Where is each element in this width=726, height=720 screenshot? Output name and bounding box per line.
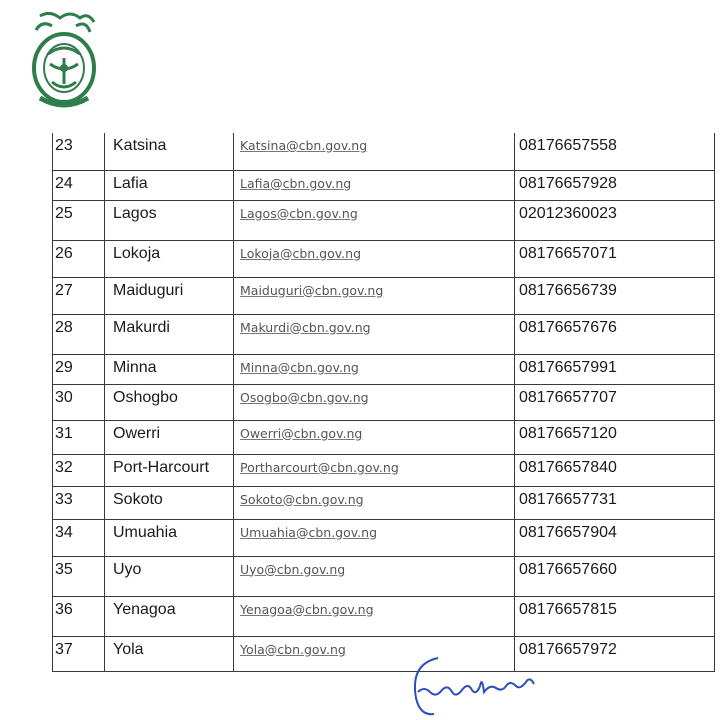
branch-phone: 08176657972 (519, 640, 617, 658)
branch-name-cell (105, 636, 234, 671)
branch-phone-cell (515, 454, 715, 486)
table-row (53, 486, 715, 519)
row-number-cell (53, 420, 105, 454)
table-row (53, 636, 715, 671)
branch-name: Sokoto (113, 490, 163, 508)
branch-phone-cell (515, 200, 715, 240)
row-number: 23 (55, 137, 73, 154)
branch-phone: 08176657904 (519, 523, 617, 541)
branch-email-cell (234, 240, 515, 277)
branch-phone: 08176657815 (519, 600, 617, 618)
row-number-cell (53, 170, 105, 200)
branch-name: Umuahia (113, 523, 178, 541)
branch-phone: 08176657928 (519, 174, 617, 192)
row-number: 27 (55, 281, 73, 299)
branch-name: Yenagoa (113, 600, 176, 618)
branch-phone-cell (515, 240, 715, 277)
table-row (53, 240, 715, 277)
branch-email[interactable]: Yola@cbn.gov.ng (240, 641, 346, 657)
branch-email-cell (234, 454, 515, 486)
branch-email[interactable]: Lokoja@cbn.gov.ng (240, 245, 362, 261)
table-row (53, 277, 715, 314)
row-number-cell (53, 486, 105, 519)
branch-phone: 02012360023 (519, 204, 617, 222)
row-number-cell (53, 133, 105, 170)
branch-phone-cell (515, 170, 715, 200)
branch-name: Lafia (113, 174, 148, 192)
table-row (53, 354, 715, 384)
branch-phone-cell (515, 519, 715, 556)
branch-name: Owerri (113, 424, 161, 442)
row-number: 24 (55, 174, 73, 192)
row-number: 37 (55, 640, 73, 658)
branch-email[interactable]: Sokoto@cbn.gov.ng (240, 491, 364, 507)
branch-email[interactable]: Owerri@cbn.gov.ng (240, 425, 363, 441)
branch-name: Katsina (113, 137, 167, 154)
table-row (53, 454, 715, 486)
row-number: 25 (55, 204, 73, 222)
branch-name-cell (105, 277, 234, 314)
branch-phone: 08176657071 (519, 244, 617, 262)
branch-name-cell (105, 596, 234, 636)
branch-email-cell (234, 519, 515, 556)
signature-icon (408, 652, 578, 720)
branch-phone-cell (515, 596, 715, 636)
branch-phone-cell (515, 314, 715, 354)
branch-email-cell (234, 277, 515, 314)
row-number: 33 (55, 490, 73, 508)
branch-email[interactable]: Portharcourt@cbn.gov.ng (240, 459, 399, 475)
branch-name-cell (105, 519, 234, 556)
branch-email[interactable]: Makurdi@cbn.gov.ng (240, 319, 371, 335)
branch-name-cell (105, 133, 234, 170)
branch-name-cell (105, 556, 234, 596)
branch-name: Lokoja (113, 244, 161, 262)
branch-name: Port-Harcourt (113, 458, 210, 476)
branch-phone-cell (515, 133, 715, 170)
row-number-cell (53, 354, 105, 384)
branch-email-cell (234, 556, 515, 596)
branch-phone: 08176657707 (519, 388, 617, 406)
row-number-cell (53, 596, 105, 636)
row-number: 35 (55, 560, 73, 578)
branch-phone-cell (515, 420, 715, 454)
branch-email-cell (234, 420, 515, 454)
cbn-logo-icon (18, 6, 110, 116)
branch-phone-cell (515, 354, 715, 384)
row-number: 30 (55, 388, 73, 406)
row-number: 36 (55, 600, 73, 618)
row-number: 29 (55, 358, 73, 376)
branch-email[interactable]: Minna@cbn.gov.ng (240, 359, 359, 375)
branch-email[interactable]: Lagos@cbn.gov.ng (240, 205, 358, 221)
branch-name: Yola (113, 640, 144, 658)
branch-phone: 08176657676 (519, 318, 617, 336)
branch-name: Lagos (113, 204, 157, 222)
branch-phone-cell (515, 277, 715, 314)
row-number-cell (53, 454, 105, 486)
branch-email[interactable]: Katsina@cbn.gov.ng (240, 138, 368, 153)
branch-email[interactable]: Lafia@cbn.gov.ng (240, 175, 352, 191)
branch-name: Uyo (113, 560, 142, 578)
row-number: 28 (55, 318, 73, 336)
row-number-cell (53, 384, 105, 420)
branch-name-cell (105, 354, 234, 384)
branch-phone-cell (515, 384, 715, 420)
row-number-cell (53, 200, 105, 240)
branch-name: Oshogbo (113, 388, 178, 406)
branch-phone: 08176657731 (519, 490, 617, 508)
branch-email[interactable]: Maiduguri@cbn.gov.ng (240, 282, 384, 298)
table-row (53, 200, 715, 240)
row-number: 34 (55, 523, 73, 541)
branch-name: Maiduguri (113, 281, 184, 299)
row-number-cell (53, 556, 105, 596)
branch-phone: 08176656739 (519, 281, 617, 299)
branch-phone: 08176657558 (519, 137, 617, 154)
branch-email-cell (234, 170, 515, 200)
table-row (53, 384, 715, 420)
branch-email-cell (234, 596, 515, 636)
branch-name-cell (105, 454, 234, 486)
table-row (53, 519, 715, 556)
table-row (53, 420, 715, 454)
row-number: 32 (55, 458, 73, 476)
row-number-cell (53, 240, 105, 277)
row-number-cell (53, 636, 105, 671)
branch-phone: 08176657991 (519, 358, 617, 376)
table-row (53, 596, 715, 636)
branch-name-cell (105, 314, 234, 354)
branch-phone: 08176657840 (519, 458, 617, 476)
branch-name-cell (105, 170, 234, 200)
branch-email-cell (234, 200, 515, 240)
branch-name-cell (105, 420, 234, 454)
table-row (53, 170, 715, 200)
branch-email-cell (234, 384, 515, 420)
branch-name-cell (105, 486, 234, 519)
row-number: 31 (55, 424, 73, 442)
table-row (53, 556, 715, 596)
row-number: 26 (55, 244, 73, 262)
branch-phone: 08176657660 (519, 560, 617, 578)
branch-email[interactable]: Yenagoa@cbn.gov.ng (240, 601, 374, 617)
branch-email[interactable]: Osogbo@cbn.gov.ng (240, 389, 369, 405)
branch-name: Minna (113, 358, 157, 376)
branch-name-cell (105, 240, 234, 277)
branch-name-cell (105, 384, 234, 420)
branch-contacts-table (52, 133, 715, 672)
row-number-cell (53, 277, 105, 314)
branch-name-cell (105, 200, 234, 240)
branch-phone-cell (515, 556, 715, 596)
branch-email[interactable]: Umuahia@cbn.gov.ng (240, 524, 378, 540)
branch-phone: 08176657120 (519, 424, 617, 442)
branch-name: Makurdi (113, 318, 170, 336)
branch-email[interactable]: Uyo@cbn.gov.ng (240, 561, 346, 577)
row-number-cell (53, 314, 105, 354)
table-row (53, 133, 715, 170)
branch-email-cell (234, 314, 515, 354)
branch-email-cell (234, 354, 515, 384)
branch-email-cell (234, 133, 515, 170)
branch-phone-cell (515, 486, 715, 519)
table-row (53, 314, 715, 354)
branch-email-cell (234, 486, 515, 519)
row-number-cell (53, 519, 105, 556)
